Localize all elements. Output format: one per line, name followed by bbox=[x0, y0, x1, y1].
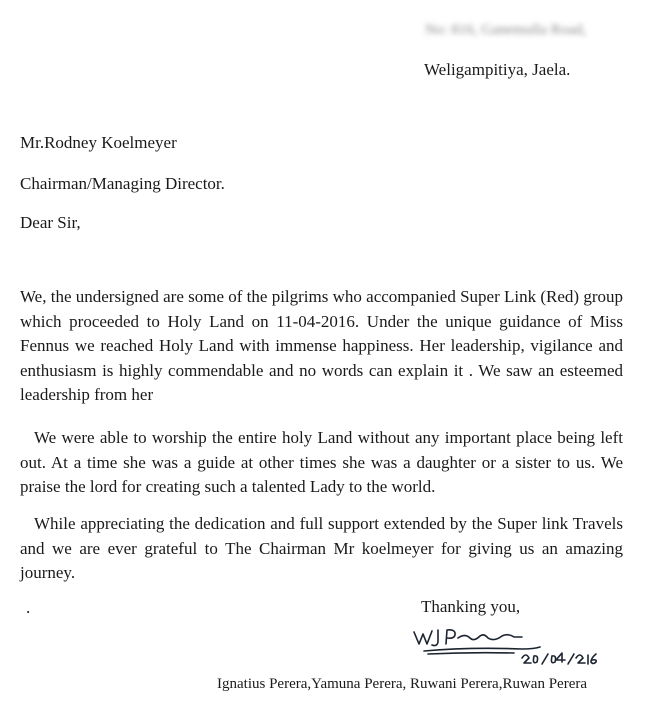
signature-drawing bbox=[410, 622, 600, 668]
body-paragraph-3: While appreciating the dedication and full support extended by the Super link Travels and we are ever grateful to The Chairman Mr koelmeyer for giving us an amazing journey. bbox=[20, 514, 623, 582]
sender-address-line1-blurred: No: 816, Ganemulla Road, bbox=[425, 22, 587, 38]
recipient-name: Mr.Rodney Koelmeyer bbox=[20, 133, 177, 152]
closing-line: Thanking you, bbox=[421, 597, 521, 616]
recipient-title: Chairman/Managing Director. bbox=[20, 174, 225, 193]
sender-address-line2: Weligampitiya, Jaela. bbox=[424, 60, 571, 79]
stray-dot: . bbox=[26, 598, 31, 617]
handwritten-signature bbox=[410, 622, 600, 668]
body-paragraph-1: We, the undersigned are some of the pilgrims who accompanied Super Link (Red) group which proceeded to Holy Land on 11-04-2016. Under the unique guidance of Miss Fennus we reached Holy Land with immense happiness. Her leadership, vigilance and enthusiasm is highly commendable and no words can explain it . We saw an esteemed leadership from her bbox=[20, 287, 623, 404]
signatories-names: Ignatius Perera,Yamuna Perera, Ruwani Perera,Ruwan Perera bbox=[217, 676, 588, 692]
body-paragraph-2: We were able to worship the entire holy Land without any important place being left out. At a time she was a guide at other times she was a daughter or a sister to us. We praise the lord for creating such a talented Lady to the world. bbox=[20, 428, 623, 496]
salutation: Dear Sir, bbox=[20, 213, 81, 232]
